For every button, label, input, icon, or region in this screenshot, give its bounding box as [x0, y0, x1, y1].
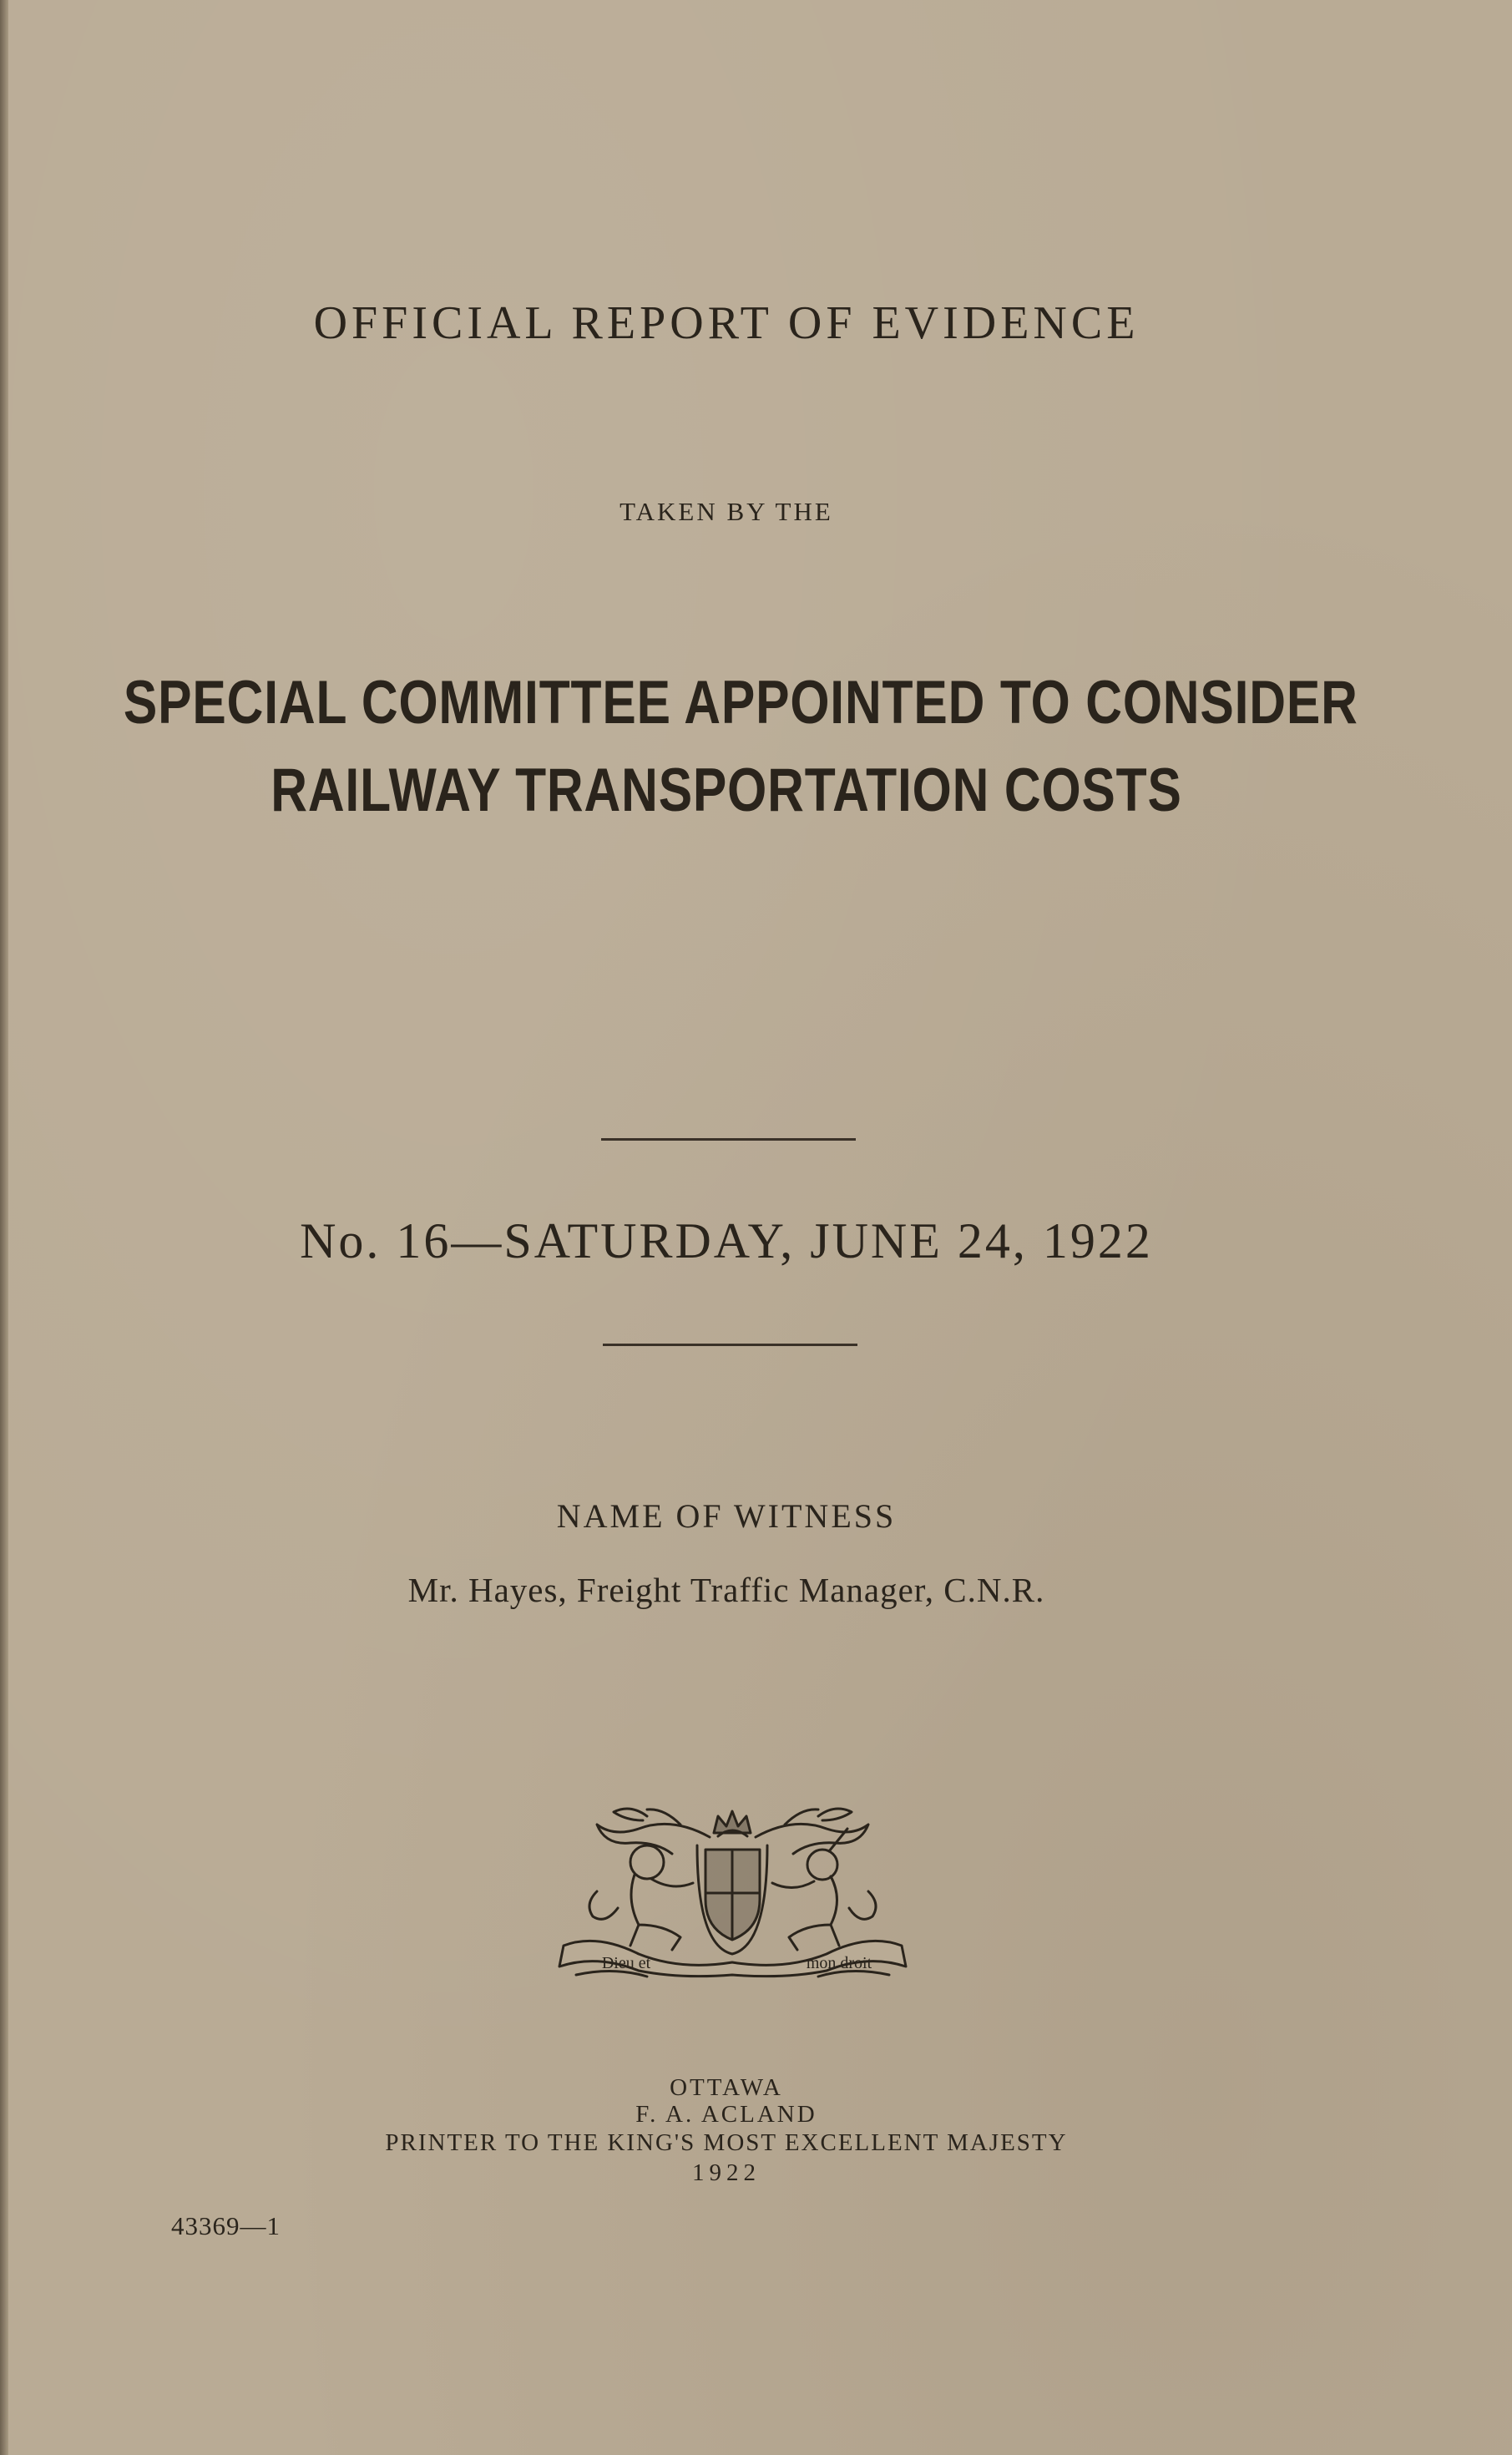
motto-left-text: Dieu et: [601, 1954, 651, 1972]
report-title: OFFICIAL REPORT OF EVIDENCE: [313, 297, 1140, 349]
issue-number-date: No. 16—SATURDAY, JUNE 24, 1922: [300, 1213, 1153, 1268]
motto-right-text: mon droit: [806, 1954, 872, 1972]
taken-by-line: TAKEN BY THE: [619, 497, 833, 526]
witness-heading: NAME OF WITNESS: [556, 1497, 897, 1535]
divider-rule-bottom: [603, 1344, 857, 1346]
imprint-printer: F. A. ACLAND: [635, 2101, 817, 2128]
committee-name-line-2: RAILWAY TRANSPORTATION COSTS: [271, 757, 1182, 824]
witness-name: Mr. Hayes, Freight Traffic Manager, C.N.R.: [407, 1571, 1045, 1609]
divider-rule-top: [601, 1138, 856, 1141]
imprint-printer-title: PRINTER TO THE KING'S MOST EXCELLENT MAJESTY: [385, 2129, 1068, 2156]
document-code: 43369—1: [171, 2211, 281, 2240]
imprint-year: 1922: [692, 2159, 761, 2186]
committee-name-line-1: SPECIAL COMMITTEE APPOINTED TO CONSIDER: [123, 669, 1358, 736]
imprint-city: OTTAWA: [670, 2074, 783, 2101]
royal-coat-of-arms-icon: [547, 1799, 918, 1979]
